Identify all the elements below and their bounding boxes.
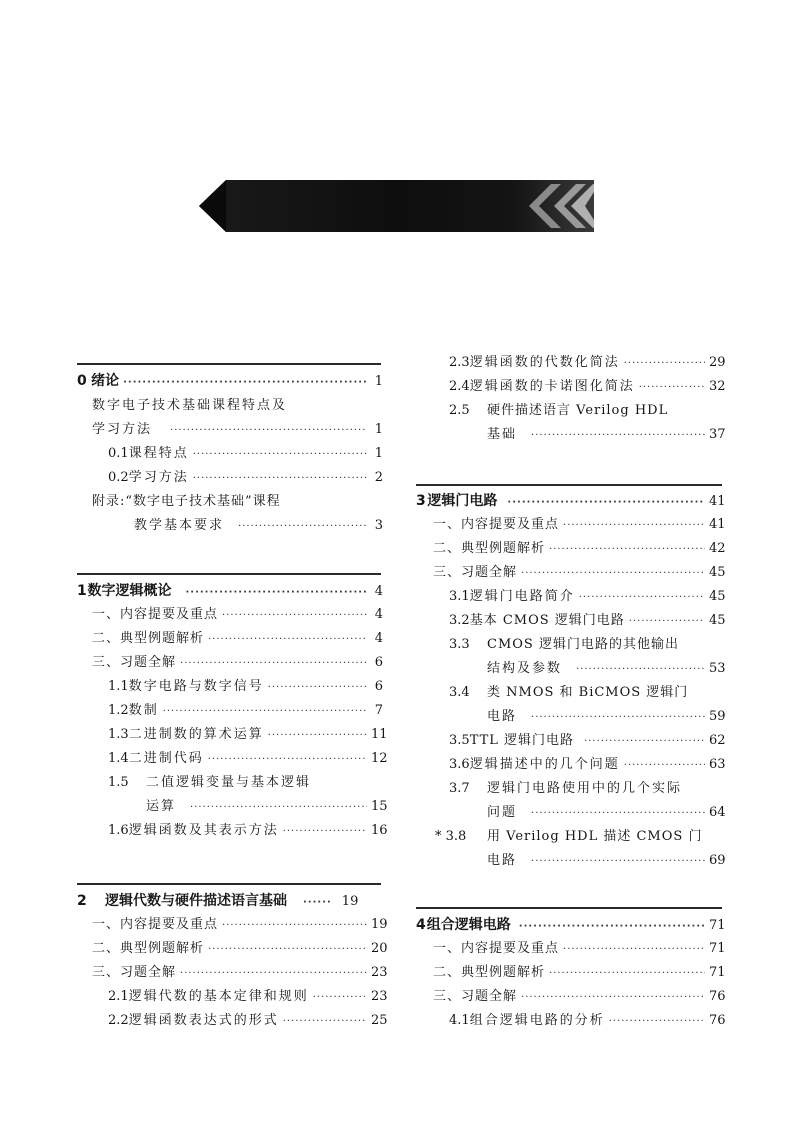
toc-section-4-1[interactable] bbox=[449, 1010, 726, 1032]
section-title: 逻辑描述中的几个问题 bbox=[469, 757, 620, 772]
leader-dots bbox=[521, 563, 705, 585]
leader-dots bbox=[193, 444, 367, 466]
section-title: TTL 逻辑门电路 bbox=[469, 733, 575, 748]
page-number: 63 bbox=[709, 757, 726, 772]
leader-dots bbox=[521, 987, 705, 1009]
leader-dots bbox=[222, 915, 367, 937]
section-title: 二进制代码 bbox=[128, 751, 204, 766]
toc-intro[interactable] bbox=[92, 419, 383, 441]
part-title: 二、典型例题解析 bbox=[92, 941, 205, 956]
chapter-0-rule bbox=[77, 363, 381, 365]
leader-dots bbox=[180, 963, 367, 985]
section-title: 用 Verilog HDL 描述 CMOS 门 bbox=[487, 829, 703, 844]
toc-part-3-3[interactable] bbox=[433, 562, 726, 584]
leader-dots bbox=[208, 939, 367, 961]
chapter-1-rule bbox=[77, 573, 381, 575]
toc-part-1-3[interactable] bbox=[92, 652, 383, 674]
toc-chapter-2[interactable] bbox=[77, 890, 383, 912]
toc-section-3-2[interactable] bbox=[449, 610, 726, 632]
section-number: * 3.8 bbox=[435, 829, 467, 844]
page-number: 76 bbox=[709, 989, 726, 1004]
section-number: 2.5 bbox=[449, 403, 470, 418]
leader-dots bbox=[531, 851, 705, 873]
toc-section-1-4[interactable] bbox=[108, 748, 388, 770]
leader-dots bbox=[180, 653, 367, 675]
section-number: 2.4 bbox=[449, 379, 470, 394]
toc-section-1-5[interactable] bbox=[146, 796, 388, 818]
page-number: 32 bbox=[709, 379, 726, 394]
part-title: 三、习题全解 bbox=[433, 989, 518, 1004]
section-number: 1.6 bbox=[108, 823, 129, 838]
part-title: 一、内容提要及重点 bbox=[92, 917, 219, 932]
page-number: 4 bbox=[374, 631, 383, 646]
toc-chapter-3[interactable] bbox=[416, 490, 726, 512]
leader-dots bbox=[549, 539, 705, 561]
section-title: 数字电路与数字信号 bbox=[128, 679, 264, 694]
leader-dots bbox=[303, 892, 332, 914]
section-number: 1.2 bbox=[108, 703, 129, 718]
chapter-number: 4 bbox=[416, 917, 426, 933]
section-title: 逻辑代数的基本定律和规则 bbox=[128, 989, 309, 1004]
section-title: 学习方法 bbox=[128, 470, 189, 485]
leader-dots bbox=[222, 605, 367, 627]
part-title: 一、内容提要及重点 bbox=[92, 607, 219, 622]
section-title: 类 NMOS 和 BiCMOS 逻辑门 bbox=[487, 685, 689, 700]
section-title: 逻辑函数的卡诺图化简法 bbox=[469, 379, 635, 394]
page-number: 1 bbox=[374, 374, 383, 389]
page-number: 45 bbox=[709, 589, 726, 604]
page-number: 3 bbox=[374, 518, 383, 533]
page-number: 37 bbox=[709, 427, 726, 442]
page-number: 59 bbox=[709, 709, 726, 724]
arrow-banner-icon bbox=[199, 180, 594, 232]
leader-dots bbox=[579, 587, 705, 609]
section-number: 0.1 bbox=[108, 446, 129, 461]
page-number: 41 bbox=[709, 517, 726, 532]
section-number: 3.3 bbox=[449, 637, 470, 652]
leader-dots bbox=[549, 963, 705, 985]
toc-section-3-8-line1[interactable] bbox=[435, 826, 721, 848]
toc-section-2-1[interactable] bbox=[108, 986, 388, 1008]
section-title: 组合逻辑电路的分析 bbox=[469, 1013, 605, 1028]
section-number: 2.2 bbox=[108, 1013, 129, 1028]
page-number: 6 bbox=[374, 679, 383, 694]
chapter-title: 数字逻辑概论 bbox=[87, 583, 172, 599]
page-number: 2 bbox=[374, 470, 383, 485]
page-number: 69 bbox=[709, 853, 726, 868]
leader-dots bbox=[268, 725, 367, 747]
leader-dots bbox=[576, 659, 705, 681]
leader-dots bbox=[283, 821, 367, 843]
toc-section-1-5-line1[interactable] bbox=[108, 772, 383, 794]
section-number: 3.1 bbox=[449, 589, 470, 604]
leader-dots bbox=[190, 797, 367, 819]
leader-dots bbox=[563, 939, 705, 961]
toc-section-3-7-line1[interactable] bbox=[449, 778, 721, 800]
leader-dots bbox=[283, 1011, 367, 1033]
section-number: 3.4 bbox=[449, 685, 470, 700]
section-title: 逻辑函数的代数化简法 bbox=[469, 355, 620, 370]
toc-appendix[interactable] bbox=[134, 515, 383, 537]
page-number: 1 bbox=[374, 422, 383, 437]
section-title-cont: 基础 bbox=[487, 427, 518, 442]
chapter-title: 组合逻辑电路 bbox=[426, 917, 511, 933]
toc-section-0-1[interactable] bbox=[108, 443, 383, 465]
contents-banner bbox=[199, 180, 594, 232]
part-title: 三、习题全解 bbox=[92, 655, 177, 670]
section-title-cont: 电路 bbox=[487, 853, 518, 868]
toc-section-3-7[interactable] bbox=[487, 802, 726, 824]
entry-title: 教学基本要求 bbox=[134, 518, 225, 533]
page-number: 19 bbox=[371, 917, 388, 932]
toc-section-2-5[interactable] bbox=[487, 424, 726, 446]
part-title: 三、习题全解 bbox=[92, 965, 177, 980]
toc-section-3-5[interactable] bbox=[449, 730, 726, 752]
part-title: 一、内容提要及重点 bbox=[433, 517, 560, 532]
toc-chapter-0[interactable] bbox=[77, 370, 383, 392]
page-number: 7 bbox=[374, 703, 383, 718]
page-number: 62 bbox=[709, 733, 726, 748]
toc-section-1-3[interactable] bbox=[108, 724, 388, 746]
page-number: 45 bbox=[709, 613, 726, 628]
section-number: 4.1 bbox=[449, 1013, 470, 1028]
leader-dots bbox=[313, 987, 367, 1009]
section-number: 3.5 bbox=[449, 733, 470, 748]
section-number: 1.3 bbox=[108, 727, 129, 742]
section-title: 二进制数的算术运算 bbox=[128, 727, 264, 742]
toc-chapter-1[interactable] bbox=[77, 580, 383, 602]
page-number: 4 bbox=[374, 607, 383, 622]
section-number: 2.1 bbox=[108, 989, 129, 1004]
page-number: 15 bbox=[371, 799, 388, 814]
chapter-4-rule bbox=[416, 907, 722, 909]
part-title: 一、内容提要及重点 bbox=[433, 941, 560, 956]
section-title-cont: 问题 bbox=[487, 805, 518, 820]
leader-dots bbox=[639, 377, 705, 399]
chapter-3-rule bbox=[416, 484, 722, 486]
chapter-number: 1 bbox=[77, 583, 87, 599]
page-number: 11 bbox=[371, 727, 388, 742]
page-number: 71 bbox=[709, 965, 726, 980]
section-number: 3.2 bbox=[449, 613, 470, 628]
leader-dots bbox=[268, 677, 367, 699]
leader-dots bbox=[609, 1011, 705, 1033]
toc-part-3-1[interactable] bbox=[433, 514, 726, 536]
chapter-number: 2 bbox=[77, 893, 87, 909]
section-title: 二值逻辑变量与基本逻辑 bbox=[146, 775, 312, 790]
toc-appendix-line1[interactable]: 附录:“数字电子技术基础”课程 bbox=[92, 494, 281, 509]
toc-section-0-2[interactable] bbox=[108, 467, 383, 489]
section-title: CMOS 逻辑门电路的其他输出 bbox=[487, 637, 679, 652]
page-number: 23 bbox=[371, 989, 388, 1004]
section-title: 基本 CMOS 逻辑门电路 bbox=[469, 613, 625, 628]
page-number: 23 bbox=[371, 965, 388, 980]
leader-dots bbox=[123, 372, 367, 394]
page-number: 12 bbox=[371, 751, 388, 766]
chapter-title: 绪论 bbox=[91, 373, 120, 389]
section-title: 逻辑门电路简介 bbox=[469, 589, 575, 604]
section-title: 逻辑门电路使用中的几个实际 bbox=[487, 781, 683, 796]
toc-section-3-6[interactable] bbox=[449, 754, 726, 776]
section-number: 1.5 bbox=[108, 775, 129, 790]
leader-dots bbox=[163, 701, 367, 723]
section-title-cont: 电路 bbox=[487, 709, 518, 724]
leader-dots bbox=[629, 611, 705, 633]
leader-dots bbox=[170, 420, 367, 442]
toc-section-3-4-line1[interactable] bbox=[449, 682, 721, 704]
toc-part-4-1[interactable] bbox=[433, 938, 726, 960]
page-number: 25 bbox=[371, 1013, 388, 1028]
page-number: 76 bbox=[709, 1013, 726, 1028]
chapter-number: 0 bbox=[77, 373, 87, 389]
page-number: 64 bbox=[709, 805, 726, 820]
toc-part-1-2[interactable] bbox=[92, 628, 383, 650]
toc-part-2-1[interactable] bbox=[92, 914, 388, 936]
page-number: 71 bbox=[709, 941, 726, 956]
section-title: 课程特点 bbox=[128, 446, 189, 461]
toc-part-2-3[interactable] bbox=[92, 962, 388, 984]
leader-dots bbox=[584, 731, 705, 753]
toc-part-3-2[interactable] bbox=[433, 538, 726, 560]
leader-dots bbox=[519, 916, 705, 938]
toc-section-2-3[interactable] bbox=[449, 352, 726, 374]
leader-dots bbox=[624, 755, 705, 777]
page-number: 20 bbox=[371, 941, 388, 956]
page-number: 4 bbox=[374, 584, 383, 599]
section-number: 2.3 bbox=[449, 355, 470, 370]
toc-intro-line1[interactable]: 数字电子技术基础课程特点及 bbox=[92, 398, 288, 413]
toc-section-1-6[interactable] bbox=[108, 820, 388, 842]
leader-dots bbox=[531, 425, 705, 447]
page-number: 53 bbox=[709, 661, 726, 676]
section-title: 数制 bbox=[128, 703, 159, 718]
chapter-2-rule bbox=[77, 883, 381, 885]
page-number: 42 bbox=[709, 541, 726, 556]
leader-dots bbox=[238, 516, 367, 538]
toc-part-1-1[interactable] bbox=[92, 604, 383, 626]
section-number: 3.7 bbox=[449, 781, 470, 796]
toc-section-3-3-line1[interactable] bbox=[449, 634, 721, 656]
section-title: 逻辑函数及其表示方法 bbox=[128, 823, 279, 838]
leader-dots bbox=[624, 353, 705, 375]
toc-section-2-4[interactable] bbox=[449, 376, 726, 398]
toc-section-3-3[interactable] bbox=[487, 658, 726, 680]
page-number: 6 bbox=[374, 655, 383, 670]
page-number: 41 bbox=[709, 494, 726, 509]
toc-section-2-2[interactable] bbox=[108, 1010, 388, 1032]
page-number: 16 bbox=[371, 823, 388, 838]
section-title: 硬件描述语言 Verilog HDL bbox=[487, 403, 669, 418]
page-number: 29 bbox=[709, 355, 726, 370]
section-title-cont: 运算 bbox=[146, 799, 177, 814]
section-number: 3.6 bbox=[449, 757, 470, 772]
section-title: 逻辑函数表达式的形式 bbox=[128, 1013, 279, 1028]
leader-dots bbox=[185, 582, 367, 604]
toc-part-4-2[interactable] bbox=[433, 962, 726, 984]
toc-part-2-2[interactable] bbox=[92, 938, 388, 960]
leader-dots bbox=[193, 468, 367, 490]
page-number: 1 bbox=[374, 446, 383, 461]
part-title: 二、典型例题解析 bbox=[433, 965, 546, 980]
section-number: 0.2 bbox=[108, 470, 129, 485]
chapter-number: 3 bbox=[416, 493, 426, 509]
section-title-cont: 结构及参数 bbox=[487, 661, 563, 676]
entry-title: 学习方法 bbox=[92, 422, 153, 437]
page-number: 19 bbox=[341, 894, 359, 909]
leader-dots bbox=[563, 515, 705, 537]
toc-section-3-8[interactable] bbox=[487, 850, 726, 872]
leader-dots bbox=[531, 707, 705, 729]
leader-dots bbox=[531, 803, 705, 825]
page-number: 45 bbox=[709, 565, 726, 580]
toc-section-2-5-line1[interactable] bbox=[449, 400, 721, 422]
toc-section-3-1[interactable] bbox=[449, 586, 726, 608]
chapter-title: 逻辑门电路 bbox=[427, 493, 498, 509]
toc-section-1-1[interactable] bbox=[108, 676, 383, 698]
toc-section-3-4[interactable] bbox=[487, 706, 726, 728]
part-title: 三、习题全解 bbox=[433, 565, 518, 580]
chapter-title: 逻辑代数与硬件描述语言基础 bbox=[105, 893, 287, 909]
leader-dots bbox=[507, 492, 705, 514]
part-title: 二、典型例题解析 bbox=[92, 631, 205, 646]
part-title: 二、典型例题解析 bbox=[433, 541, 546, 556]
leader-dots bbox=[208, 629, 367, 651]
toc-part-4-3[interactable] bbox=[433, 986, 726, 1008]
toc-chapter-4[interactable] bbox=[416, 914, 726, 936]
section-number: 1.1 bbox=[108, 679, 129, 694]
toc-section-1-2[interactable] bbox=[108, 700, 383, 722]
page-number: 71 bbox=[709, 918, 726, 933]
leader-dots bbox=[208, 749, 367, 771]
section-number: 1.4 bbox=[108, 751, 129, 766]
